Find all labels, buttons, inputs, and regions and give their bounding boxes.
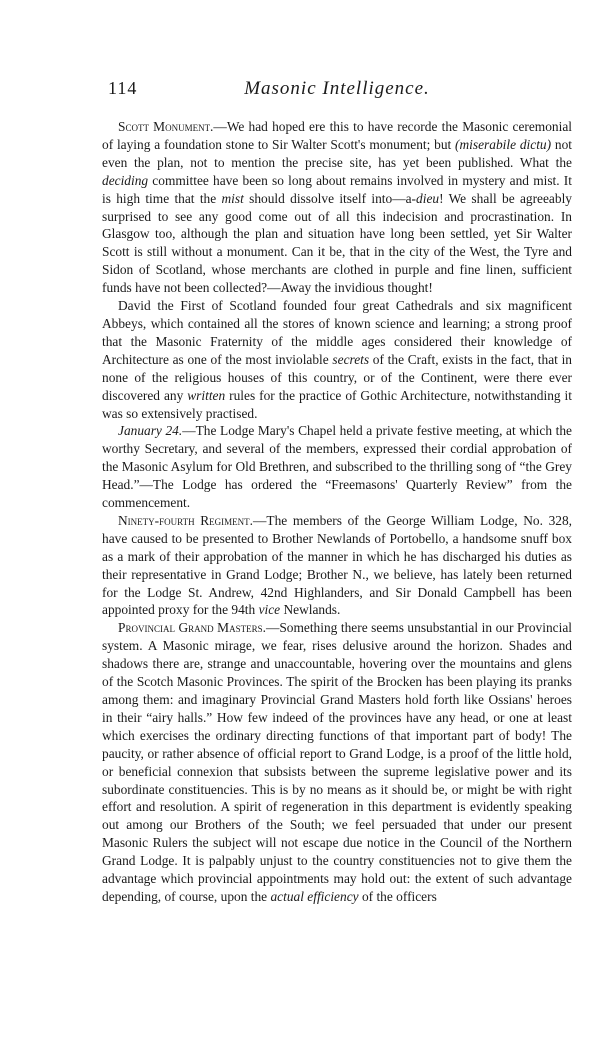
italic-text: deciding (102, 172, 149, 188)
italic-text: secrets (332, 351, 370, 367)
text-run: of the Craft, exists in the fact, that in none of the religious houses of this country, or of the Continent, were there ever discovered any (102, 351, 572, 403)
text-run: Newlands. (280, 602, 341, 618)
body-text (102, 118, 572, 906)
page-header (102, 78, 572, 104)
running-title: Masonic Intelligence. (244, 78, 430, 99)
italic-text: written (187, 387, 226, 403)
book-page (102, 78, 572, 906)
text-run: —Something there seems unsubstantial in our Provincial system. A Masonic mirage, we fear, rises delusive around the horizon. Shades and shadows there are, strange and unaccountable, hovering over the mountains and glens of the Scotch Masonic Provinces. The spirit of the Brocken has been playing its pranks among them: and imaginary Provincial Grand Masters hold forth like Ossians' heroes in their “airy halls.” How few indeed of the provinces have any head, or one at least which exercises the ordinary directing functions of that important part of body! The paucity, or rather absence of official report to Grand Lodge, is a proof of the little hold, or beneficial connexion that subsists between the supreme legislative power and its subordinate constituencies. This is by no means as it should be, or might be with right effort and resolution. A spirit of regeneration in this department is evidently speaking out among our Brothers of the South; we feel persuaded that under our present Masonic Rulers the subject will not escape due notice in the Council of the Northern Grand Lodge. It is palpably unjust to the country constituencies not to give them the advantage which provincial appointments may hold out: the extent of such advantage depending, of course, upon the (102, 620, 572, 904)
text-run: rules for the practice of Gothic Architecture, notwithstanding it was so extensively practised. (102, 387, 572, 421)
italic-text: mist (221, 190, 244, 206)
text-run: should dissolve itself into—a- (243, 190, 417, 206)
text-run: not even the plan, not to mention the precise site, has yet been published. What the (102, 136, 572, 170)
text-run: ! We shall be agreeably surprised to see any good come out of all this indecision and procrastination. In Glasgow too, although the plan and situation have long been settled, yet Sir Walter Scott is still without a monument. Can it be, that in the city of the West, the Tyre and Sidon of Scotland, whose merchants are clothed in purple and fine linen, sufficient funds have not been collected?—Away the invidious thought! (102, 190, 572, 296)
page-number: 114 (108, 78, 138, 98)
paragraph-scott-monument (102, 118, 572, 297)
italic-text: dieu (416, 190, 440, 206)
italic-text: (miserabile dictu) (455, 136, 552, 152)
paragraph-provincial-grand-masters (102, 619, 572, 906)
text-run: —We had hoped ere this to have recorde (213, 119, 438, 134)
section-heading: Scott Monument. (118, 119, 214, 134)
text-run: the Masonic ceremonial of laying a foundation stone to Sir Walter Scott's monument; but (102, 119, 573, 152)
text-run: —The members of the George William Lodge, No. 328, have caused to be presented to Brother Newlands of Portobello, a handsome snuff box as a mark of their approbation of the manner in which he has discharged his duties as their representative in Grand Lodge; Brother N., we believe, has lately been returned for the Lodge St. Andrew, 42nd Highlanders, and Sir Donald Campbell has been appointed proxy for the 94th (102, 512, 573, 618)
paragraph-david-first (102, 297, 572, 422)
text-run: committee have been so long about remains involved in mystery and mist. It is high time that the (102, 172, 572, 206)
paragraph-january-24 (102, 422, 572, 512)
paragraph-ninety-fourth (102, 512, 572, 619)
text-run: —The Lodge Mary's Chapel held a private festive meeting, at which the worthy Secretary, and several of the members, expressed their cordial approbation of the Masonic Asylum for Old Brethren, and subscribed to the thrilling song of “the Grey Head.”—The Lodge has ordered the “Freemasons' Quarterly Review” from the commencement. (102, 423, 572, 511)
italic-text: vice (258, 602, 281, 618)
italic-text: actual efficiency (270, 888, 359, 904)
section-heading: Ninety-fourth Regiment. (118, 512, 254, 528)
text-run: David the First of Scotland founded four great Cathedrals and six magnificent Abbeys, which contained all the stores of known science and learning; a strong proof that the Masonic Fraternity of the middle ages considered their knowledge of Architecture as one of the most inviolable (102, 298, 572, 367)
text-run: of the officers (358, 888, 437, 904)
italic-text: January 24. (118, 423, 183, 439)
section-heading: Provincial Grand Masters. (118, 620, 266, 636)
